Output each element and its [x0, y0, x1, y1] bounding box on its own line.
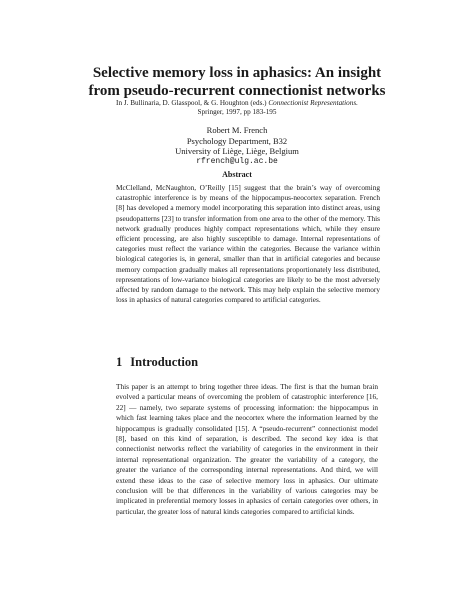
title-line-1: Selective memory loss in aphasics: An insight: [92, 65, 382, 81]
citation-book: Connectionist Representations.: [268, 99, 358, 107]
abstract-text: McClelland, McNaughton, O’Reilly [15] suggest that the brain’s way of overcoming catastrophic interference is by means of the hippocampus-neocortex separation. French [8] has developed a memory model incorporating this separation into distinct areas, using pseudopatterns [23] to transfer information from one area to the other of the memory. This network gradually produces highly compact representations which, while they ensure efficient processing, are also highly susceptible to damage. Internal representations of categories must reflect the variance within the categories. Because the variance within biological categories is, in general, smaller than that in artificial categories and because memory compaction gradually makes all representations proportionately less distributed, representations of low-variance biological categories are likely to be the most adversely affected by random damage to the network. This may help explain the selective memory loss in aphasics of natural categories compared to artificial categories.: [116, 183, 380, 305]
title-line-2: from pseudo-recurrent connectionist networks: [88, 83, 386, 99]
citation-prefix: In J. Bullinaria, D. Glasspool, & G. Houghton (eds.): [116, 99, 269, 107]
author-name: Robert M. French: [206, 125, 268, 135]
author-email: rfrench@ulg.ac.be: [196, 156, 278, 166]
abstract-heading: Abstract: [222, 170, 252, 179]
section-title: Introduction: [130, 355, 199, 369]
author-block: [30, 125, 444, 167]
citation: [30, 99, 444, 117]
intro-paragraph: This paper is an attempt to bring together three ideas. The first is that the human brain evolved a particular means of overcoming the problem of catastrophic interference [16, 22] — namely, two separate systems of processing information: the hippocampus in which fast learning takes place and the neocortex where the information learned by the hippocampus is gradually consolidated [15]. A “pseudo-recurrent” connectionist model [8], based on this kind of separation, is described. The second key idea is that connectionist networks reflect the variability of categories in the environment in their internal representational organization. The greater the variability of a category, the greater the variance of the corresponding internal representations. And third, we will extend these ideas to the case of selective memory loss in aphasics. Our ultimate conclusion will be that differences in the variability of various categories may be implicated in preferential memory losses in aphasics of certain categories over others, in particular, the greater loss of natural kinds categories compared to artificial kinds.: [116, 382, 378, 516]
author-university: University of Liège, Liège, Belgium: [175, 146, 299, 156]
citation-line-1: [30, 99, 444, 108]
section-heading: [116, 355, 206, 370]
paper-title: [30, 64, 444, 100]
citation-line-2: Springer, 1997, pp 183-195: [197, 108, 277, 116]
section-number: 1: [116, 355, 123, 369]
author-department: Psychology Department, B32: [186, 135, 288, 146]
